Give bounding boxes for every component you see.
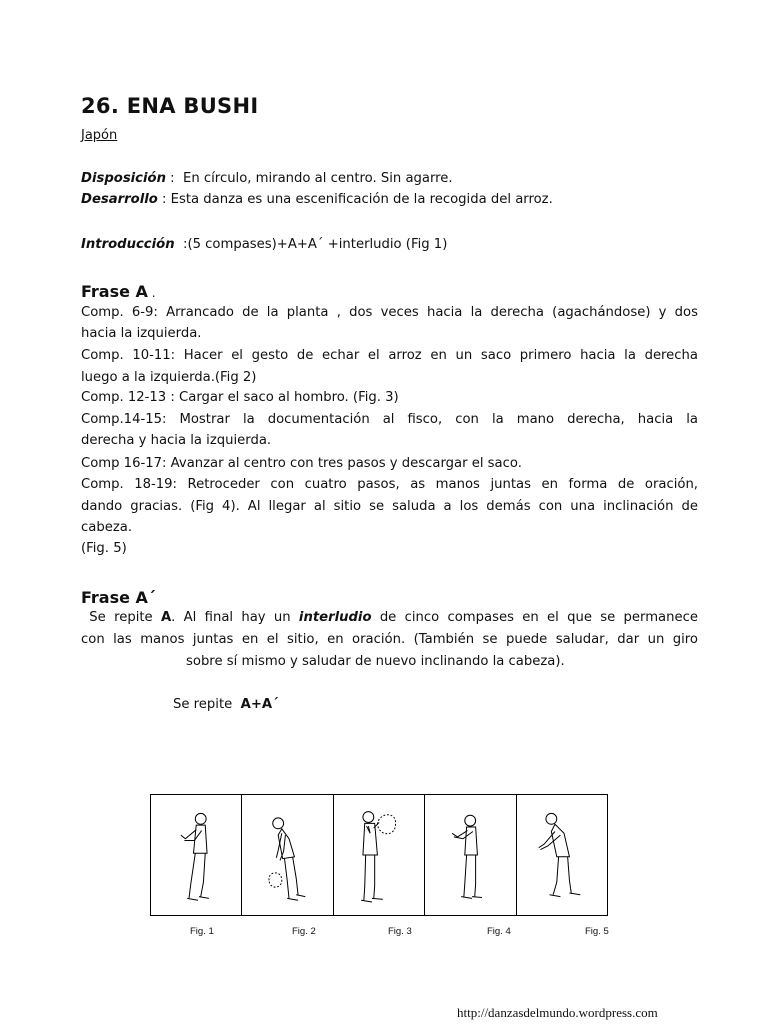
frase-a-line: hacia la izquierda. [81, 326, 202, 341]
frase-a2-line: con las manos juntas en el sitio, en oración. (También se puede saludar, dar un giro [81, 632, 698, 647]
frase-a2-text: de cinco compases en el que se permanece [371, 610, 698, 625]
country-subtitle: Japón [81, 128, 118, 143]
frase-a-heading-text: Frase A [81, 282, 148, 301]
frase-a-line: Comp. 6-9: Arrancado de la planta , dos veces hacia la derecha (agachándose) y dos [81, 305, 698, 320]
footer-url: http://danzasdelmundo.wordpress.com [457, 1005, 658, 1020]
dancer-figure-4 [425, 795, 515, 915]
frase-a-line: Comp 16-17: Avanzar al centro con tres pasos y descargar el saco. [81, 456, 522, 471]
frase-a-heading-suffix: . [147, 286, 156, 300]
dancer-figure-1 [151, 795, 241, 915]
figure-caption: Fig. 5 [585, 926, 609, 937]
figure-panel-2 [242, 795, 333, 915]
figure-caption: Fig. 3 [388, 926, 412, 937]
introduccion-label: Introducción [81, 237, 175, 252]
figure-panel-3 [334, 795, 425, 915]
disposicion-sep: : [165, 171, 184, 186]
figure-panel-1 [151, 795, 242, 915]
frase-a-line: Comp. 18-19: Retroceder con cuatro pasos, as manos juntas en forma de oración, [81, 477, 698, 492]
frase-a-line: Comp. 12-13 : Cargar el saco al hombro. (Fig. 3) [81, 390, 399, 405]
frase-a2-line [81, 610, 698, 625]
page-title: 26. ENA BUSHI [81, 94, 259, 118]
frase-a-line: cabeza. [81, 520, 133, 535]
introduccion-sep: : [174, 237, 188, 252]
introduccion-text: (5 compases)+A+A´ +interludio (Fig 1) [187, 237, 448, 252]
figure-caption: Fig. 4 [487, 926, 511, 937]
frase-a2-line: sobre sí mismo y saludar de nuevo inclinando la cabeza). [186, 654, 565, 669]
disposicion-label: Disposición [81, 171, 166, 186]
disposicion-text: En círculo, mirando al centro. Sin agarre. [183, 171, 453, 186]
frase-a2-heading: Frase A´ [81, 588, 156, 607]
frase-a-line: derecha y hacia la izquierda. [81, 433, 272, 448]
desarrollo-sep: : [157, 192, 171, 207]
frase-a-line: dando gracias. (Fig 4). Al llegar al sitio se saluda a los demás con una inclinación de [81, 499, 698, 514]
dancer-figure-3 [334, 795, 424, 915]
introduccion-line [81, 237, 447, 252]
frase-a-line: Comp.14-15: Mostrar la documentación al fisco, con la mano derecha, hacia la [81, 412, 698, 427]
desarrollo-text: Esta danza es una escenificación de la recogida del arroz. [170, 192, 553, 207]
interludio-term: interludio [298, 610, 372, 625]
repeat-bold: A+A´ [240, 697, 279, 712]
frase-a-line: Comp. 10-11: Hacer el gesto de echar el arroz en un saco primero hacia la derecha [81, 348, 698, 363]
frase-a-heading [81, 282, 156, 301]
frase-a-line: luego a la izquierda.(Fig 2) [81, 370, 257, 385]
dancer-figure-5 [517, 795, 607, 915]
frase-a2-text: Se repite [81, 610, 161, 625]
desarrollo-line [81, 192, 553, 207]
disposicion-line [81, 171, 453, 186]
figure-caption: Fig. 1 [190, 926, 214, 937]
frase-a2-bold: A [160, 610, 172, 625]
frase-a-line: (Fig. 5) [81, 541, 127, 556]
repeat-text: Se repite [173, 697, 241, 712]
figure-strip [150, 794, 608, 916]
figure-caption: Fig. 2 [292, 926, 316, 937]
desarrollo-label: Desarrollo [81, 192, 158, 207]
dancer-figure-2 [242, 795, 332, 915]
figure-panel-5 [517, 795, 607, 915]
figure-panel-4 [425, 795, 516, 915]
frase-a2-text: . Al final hay un [171, 610, 299, 625]
repeat-line [173, 697, 279, 712]
